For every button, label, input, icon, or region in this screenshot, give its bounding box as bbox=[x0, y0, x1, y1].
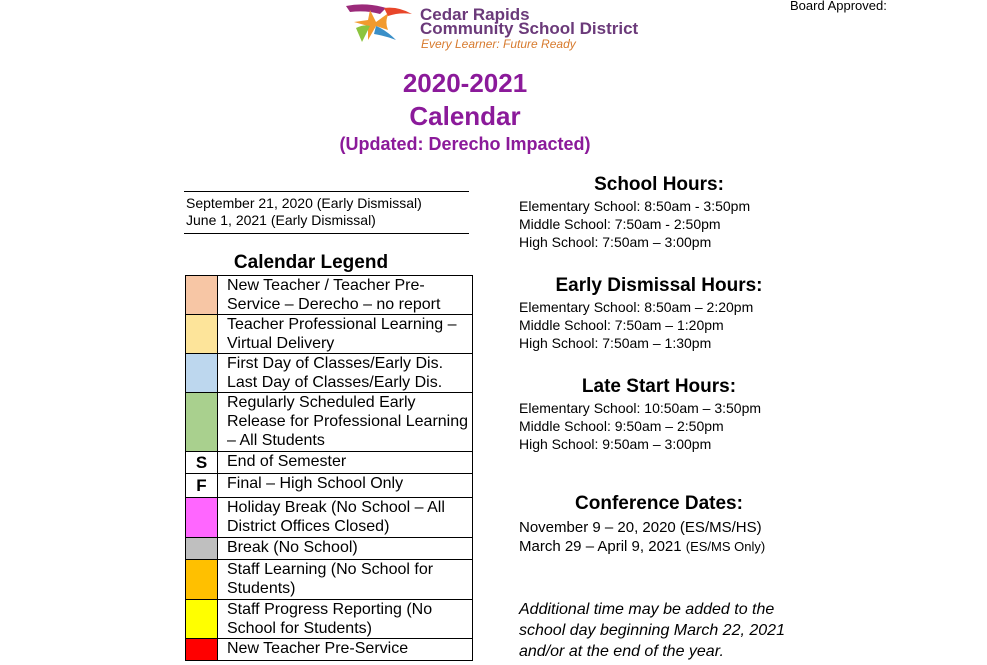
board-approved-label: Board Approved: bbox=[790, 0, 887, 13]
conference-dates-title: Conference Dates: bbox=[575, 493, 743, 514]
conference-date-suffix: (ES/MS Only) bbox=[685, 539, 766, 554]
late-start-hours-line: Elementary School: 10:50am – 3:50pm bbox=[519, 400, 762, 416]
note-line: school day beginning March 22, 2021 bbox=[519, 622, 785, 639]
early-dismissal-hours-line: Elementary School: 8:50am – 2:20pm bbox=[519, 299, 754, 315]
legend-title: Calendar Legend bbox=[233, 252, 389, 273]
legend-row bbox=[186, 600, 473, 639]
legend-swatch bbox=[186, 276, 218, 315]
legend-swatch bbox=[186, 315, 218, 354]
legend-label: New Teacher Pre-Service bbox=[218, 639, 473, 661]
legend-swatch bbox=[186, 498, 218, 538]
early-dismissal-hours-line: Middle School: 7:50am – 1:20pm bbox=[519, 317, 724, 333]
early-dismissal-hours-list bbox=[519, 298, 753, 352]
legend-row bbox=[186, 560, 473, 600]
early-dismissal-hours-line: High School: 7:50am – 1:30pm bbox=[519, 335, 712, 351]
legend-swatch bbox=[186, 354, 218, 393]
early-dismissal-hours-title: Early Dismissal Hours: bbox=[555, 275, 763, 296]
logo-name-line2: Community School District bbox=[420, 19, 639, 38]
legend-swatch bbox=[186, 393, 218, 452]
legend-row bbox=[186, 315, 473, 354]
conference-date-line: November 9 – 20, 2020 (ES/MS/HS) bbox=[519, 519, 762, 536]
logo-name-line1: Cedar Rapids bbox=[420, 5, 530, 24]
late-start-hours-title: Late Start Hours: bbox=[581, 376, 737, 397]
legend-label: New Teacher / Teacher Pre-Service – Derecho – no report bbox=[218, 276, 473, 315]
note-line: Additional time may be added to the bbox=[519, 601, 775, 618]
legend-swatch bbox=[186, 560, 218, 600]
additional-time-note bbox=[519, 599, 785, 662]
legend-label: Staff Progress Reporting (No School for Students) bbox=[218, 600, 473, 639]
calendar-title: Calendar bbox=[409, 101, 521, 131]
conference-date-line bbox=[519, 537, 765, 556]
late-start-hours-list bbox=[519, 399, 761, 453]
legend-swatch bbox=[186, 600, 218, 639]
calendar-year-title: 2020-2021 bbox=[402, 68, 528, 98]
legend-label: Teacher Professional Learning – Virtual Delivery bbox=[218, 315, 473, 354]
legend-label: Regularly Scheduled Early Release for Professional Learning – All Students bbox=[218, 393, 473, 452]
legend-row bbox=[186, 498, 473, 538]
calendar-subtitle: (Updated: Derecho Impacted) bbox=[339, 134, 591, 154]
note-line: and/or at the end of the year. bbox=[519, 643, 724, 660]
early-dismissal-dates-box bbox=[184, 191, 469, 234]
late-start-hours-line: Middle School: 9:50am – 2:50pm bbox=[519, 418, 724, 434]
legend-label: Break (No School) bbox=[218, 538, 473, 560]
school-hours-list bbox=[519, 197, 750, 251]
school-hours-line: High School: 7:50am – 3:00pm bbox=[519, 234, 712, 250]
legend-label: First Day of Classes/Early Dis. Last Day of Classes/Early Dis. bbox=[218, 354, 473, 393]
early-dismissal-date: September 21, 2020 (Early Dismissal) bbox=[186, 195, 422, 211]
school-hours-title: School Hours: bbox=[594, 174, 724, 195]
legend-row bbox=[186, 393, 473, 452]
legend-row bbox=[186, 474, 473, 498]
legend-swatch bbox=[186, 538, 218, 560]
legend-table bbox=[185, 275, 473, 661]
early-dismissal-date: June 1, 2021 (Early Dismissal) bbox=[186, 212, 376, 228]
legend-label: Holiday Break (No School – All District Offices Closed) bbox=[218, 498, 473, 538]
late-start-hours-line: High School: 9:50am – 3:00pm bbox=[519, 436, 712, 452]
legend-label: End of Semester bbox=[218, 452, 473, 474]
conference-dates-list bbox=[519, 518, 765, 556]
district-star-logo-icon bbox=[326, 0, 416, 44]
legend-label: Staff Learning (No School for Students) bbox=[218, 560, 473, 600]
conference-date-main: March 29 – April 9, 2021 bbox=[519, 538, 686, 555]
legend-swatch bbox=[186, 639, 218, 661]
logo-tagline: Every Learner: Future Ready bbox=[421, 37, 576, 51]
school-hours-line: Elementary School: 8:50am - 3:50pm bbox=[519, 198, 751, 214]
legend-row bbox=[186, 452, 473, 474]
legend-row bbox=[186, 639, 473, 661]
legend-row bbox=[186, 354, 473, 393]
school-hours-line: Middle School: 7:50am - 2:50pm bbox=[519, 216, 721, 232]
legend-label: Final – High School Only bbox=[218, 474, 473, 498]
legend-row bbox=[186, 276, 473, 315]
legend-symbol-semester: S bbox=[186, 452, 218, 474]
legend-row bbox=[186, 538, 473, 560]
legend-symbol-final: F bbox=[186, 474, 218, 498]
